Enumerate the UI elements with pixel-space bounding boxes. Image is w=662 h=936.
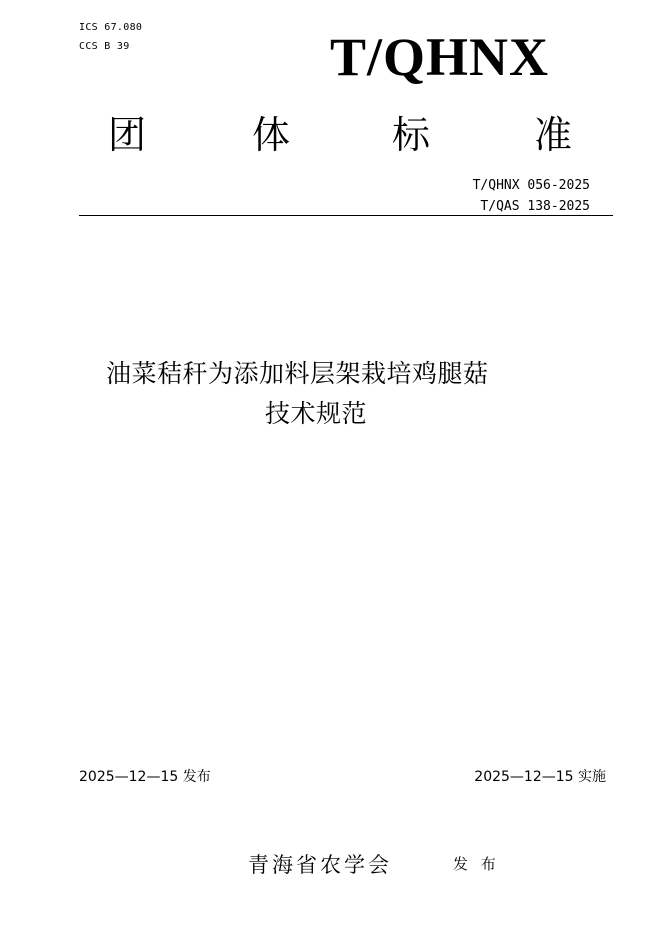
standard-type-char: 标 <box>392 113 431 157</box>
standard-type-char: 准 <box>534 113 573 157</box>
issuing-organization: 青海省农学会 <box>248 853 392 877</box>
standard-type-char: 体 <box>252 113 291 157</box>
standard-number-primary: T/QHNX 056-2025 <box>472 178 590 193</box>
ics-code: ICS 67.080 <box>79 22 143 33</box>
implementation-date: 2025—12—15 实施 <box>474 769 606 785</box>
issue-label: 发 布 <box>453 855 500 873</box>
document-title-line2: 技术规范 <box>265 399 368 428</box>
standard-type-char: 团 <box>108 113 147 157</box>
ccs-code: CCS B 39 <box>79 41 130 52</box>
publish-date: 2025—12—15 发布 <box>79 769 211 785</box>
standard-logo: T/QHNX <box>330 27 550 87</box>
header-divider <box>79 215 613 216</box>
document-title-line1: 油菜秸秆为添加料层架栽培鸡腿菇 <box>106 359 489 388</box>
standard-number-secondary: T/QAS 138-2025 <box>480 199 590 214</box>
